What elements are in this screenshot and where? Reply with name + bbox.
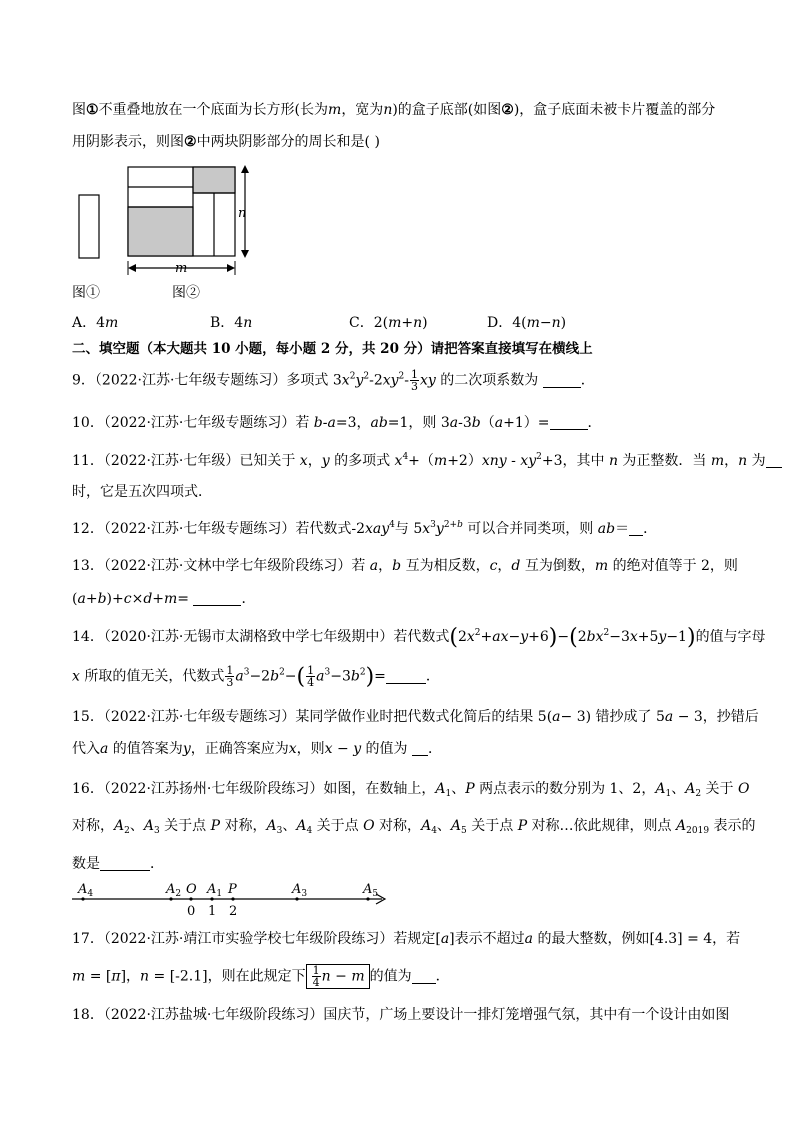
question-16: 16．（2022·江苏扬州·七年级阶段练习）如图，在数轴上，$A_1$、P 两点表示的数分别为 1、2，$A_1$、$A_2$ 关于 O	[72, 781, 750, 799]
question-15-line-2: 代入a 的值答案为y，正确答案应为x，则x − y 的值为 ．	[72, 741, 443, 757]
axis-point-p	[231, 897, 234, 900]
answer-blank[interactable]	[766, 453, 782, 468]
section-heading: 二、填空题（本大题共 10 小题，每小题 2 分，共 20 分）请把答案直接填写在横线上	[72, 341, 593, 357]
axis-point-a2	[169, 897, 172, 900]
intro-line-2: 用阴影表示，则图②中两块阴影部分的周长和是( )	[72, 134, 380, 150]
axis-point-a1	[210, 897, 213, 900]
answer-blank[interactable]	[543, 373, 581, 388]
option-c[interactable]: C．2(m+n)	[349, 315, 428, 331]
label-n: n	[238, 206, 247, 221]
number-line-figure	[70, 878, 400, 920]
floor-bracket: $\frac{1}{4}$ n − m	[306, 964, 370, 989]
axis-label-a1: $A_1$	[207, 882, 223, 899]
axis-point-o	[189, 897, 192, 900]
caption-fig1: 图①	[72, 285, 100, 301]
question-16-line-2: 对称，$A_2$、$A_3$ 关于点 P 对称，$A_3$、$A_4$ 关于点 O 对称，$A_4$、$A_5$ 关于点 P 对称…依此规律，则点 $A_{2019}$ 表示的	[72, 818, 756, 836]
intro-line-1: 图①不重叠地放在一个底面为长方形(长为m，宽为n)的盒子底部(如图②)，盒子底面未被卡片覆盖的部分	[72, 102, 716, 118]
label-m: m	[175, 261, 188, 276]
answer-blank[interactable]	[412, 969, 436, 984]
question-17-line-2: m = [π]，n = [-2.1]，则在此规定下 $\frac{1}{4}$ n − m 的值为 ．	[72, 964, 450, 989]
axis-label-a2: $A_2$	[166, 882, 182, 899]
option-b[interactable]: B．4n	[210, 315, 253, 331]
answer-blank[interactable]	[100, 856, 150, 871]
question-9: 9．（2022·江苏·七年级专题练习）多项式 $3x^2y^2-2xy^2-$ $\frac{1}{3}$ xy 的二次项系数为 ．	[72, 368, 595, 393]
axis-point-a4	[81, 897, 84, 900]
box-card-figure	[70, 160, 270, 310]
axis-point-a5	[366, 897, 369, 900]
figure1-card	[79, 195, 99, 258]
axis-label-o: O	[186, 882, 197, 897]
question-12: 12．（2022·江苏·七年级专题练习）若代数式-2xay$^4$与 $5x^3y^{2+b}$ 可以合并同类项，则 ab＝ ．	[72, 520, 658, 537]
question-14: 14．（2020·江苏·无锡市太湖格致中学七年级期中）若代数式$(2x^2+ax-y+6)-(2bx^2-3x+5y-1)$的值与字母	[72, 625, 766, 650]
axis-tick-1: 1	[208, 904, 217, 919]
axis-label-p: P	[228, 882, 237, 897]
question-16-line-3: 数是 ．	[72, 856, 164, 872]
answer-blank[interactable]	[412, 741, 428, 756]
axis-label-a3: $A_3$	[292, 882, 308, 899]
option-d[interactable]: D．4(m−n)	[487, 315, 567, 331]
question-10: 10．（2022·江苏·七年级专题练习）若 b-a=3，ab=1，则 3a-3b（a+1）= ．	[72, 415, 602, 431]
question-11: 11．（2022·江苏·七年级）已知关于 x，y 的多项式 $x^4+(m+2)xny - xy^2+3$，其中 n 为正整数．当 m，n 为	[72, 450, 734, 472]
axis-tick-2: 2	[229, 904, 238, 919]
answer-blank[interactable]	[193, 591, 241, 606]
question-11-line-2: 时，它是五次四项式．	[72, 484, 212, 500]
axis-tick-0: 0	[187, 904, 196, 919]
question-13-line-2: (a+b)+c×d+m= ．	[72, 591, 256, 607]
option-a[interactable]: A．4m	[72, 315, 119, 331]
axis-label-a4: $A_4$	[78, 882, 94, 899]
question-18: 18．（2022·江苏盐城·七年级阶段练习）国庆节，广场上要设计一排灯笼增强气氛，其中有一个设计由如图	[72, 1007, 730, 1023]
fraction: $\frac{1}{3}$	[411, 368, 419, 393]
answer-blank[interactable]	[550, 415, 588, 430]
answer-blank[interactable]	[386, 669, 426, 684]
shaded-region-top	[193, 167, 235, 193]
caption-fig2: 图②	[172, 285, 200, 301]
axis-label-a5: $A_5$	[363, 882, 379, 899]
question-15: 15．（2022·江苏·七年级专题练习）某同学做作业时把代数式化简后的结果 5(a− 3) 错抄成了 5a − 3，抄错后	[72, 709, 759, 725]
shaded-region-bottom	[128, 207, 193, 256]
axis-point-a3	[295, 897, 298, 900]
question-13: 13．（2022·江苏·文林中学七年级阶段练习）若 a，b 互为相反数，c，d 互为倒数，m 的绝对值等于 2，则	[72, 558, 738, 574]
answer-blank[interactable]	[629, 521, 643, 536]
question-14-line-2: x 所取的值无关，代数式 $\frac{1}{3}$ $a^3-2b^2-$( $\frac{1}{4}$ $a^3-3b^2)=$ ．	[72, 664, 440, 690]
question-17: 17．（2022·江苏·靖江市实验学校七年级阶段练习）若规定[a]表示不超过a 的最大整数，例如[4.3] = 4，若	[72, 931, 741, 947]
